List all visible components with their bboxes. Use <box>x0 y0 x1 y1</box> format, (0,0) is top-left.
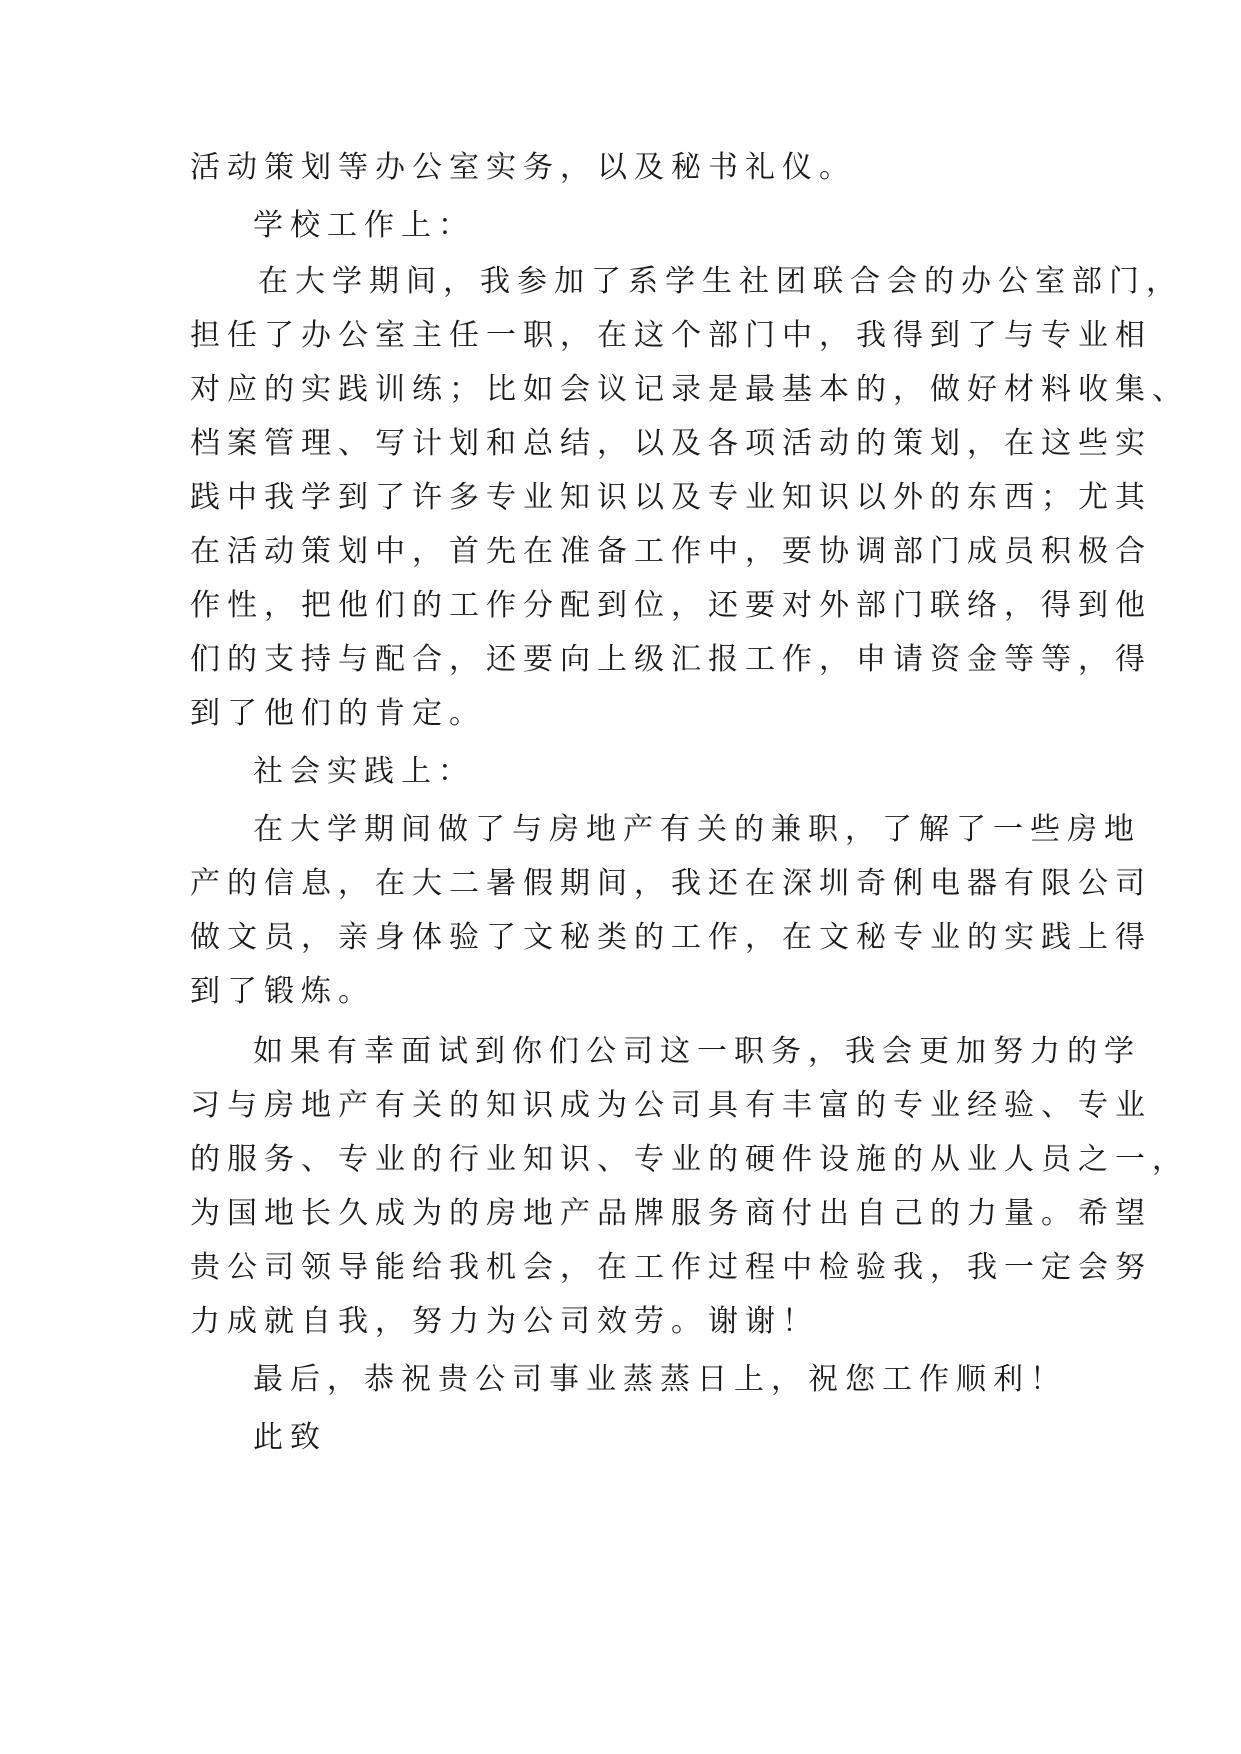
body-line: 担任了办公室主任一职，在这个部门中，我得到了与专业相 <box>190 318 1152 353</box>
body-line: 贵公司领导能给我机会，在工作过程中检验我，我一定会努 <box>190 1250 1152 1285</box>
body-line: 在活动策划中，首先在准备工作中，要协调部门成员积极合 <box>190 534 1152 569</box>
body-line: 在大学期间，我参加了系学生社团联合会的办公室部门， <box>258 264 1183 299</box>
body-line: 产的信息，在大二暑假期间，我还在深圳奇俐电器有限公司 <box>190 866 1152 901</box>
body-line: 活动策划等办公室实务，以及秘书礼仪。 <box>190 150 856 185</box>
body-line: 做文员，亲身体验了文秘类的工作，在文秘专业的实践上得 <box>190 920 1152 955</box>
section-heading-social: 社会实践上： <box>253 754 475 789</box>
body-line: 如果有幸面试到你们公司这一职务，我会更加努力的学 <box>253 1034 1141 1069</box>
body-line: 到了锻炼。 <box>190 974 375 1009</box>
body-line: 为国地长久成为的房地产品牌服务商付出自己的力量。希望 <box>190 1196 1152 1231</box>
closing-salutation: 此致 <box>253 1420 327 1455</box>
body-line: 践中我学到了许多专业知识以及专业知识以外的东西；尤其 <box>190 480 1152 515</box>
section-heading-school: 学校工作上： <box>253 208 475 243</box>
body-line: 到了他们的肯定。 <box>190 696 486 731</box>
closing-wishes: 最后，恭祝贵公司事业蒸蒸日上，祝您工作顺利！ <box>253 1362 1067 1397</box>
body-line: 力成就自我，努力为公司效劳。谢谢！ <box>190 1304 819 1339</box>
body-line: 们的支持与配合，还要向上级汇报工作，申请资金等等，得 <box>190 642 1152 677</box>
body-line: 档案管理、写计划和总结，以及各项活动的策划，在这些实 <box>190 426 1152 461</box>
body-line: 作性，把他们的工作分配到位，还要对外部门联络，得到他 <box>190 588 1152 623</box>
body-line: 对应的实践训练；比如会议记录是最基本的，做好材料收集、 <box>190 372 1189 407</box>
body-line: 习与房地产有关的知识成为公司具有丰富的专业经验、专业 <box>190 1088 1152 1123</box>
body-line: 的服务、专业的行业知识、专业的硬件设施的从业人员之一， <box>190 1142 1189 1177</box>
body-line: 在大学期间做了与房地产有关的兼职，了解了一些房地 <box>253 812 1141 847</box>
